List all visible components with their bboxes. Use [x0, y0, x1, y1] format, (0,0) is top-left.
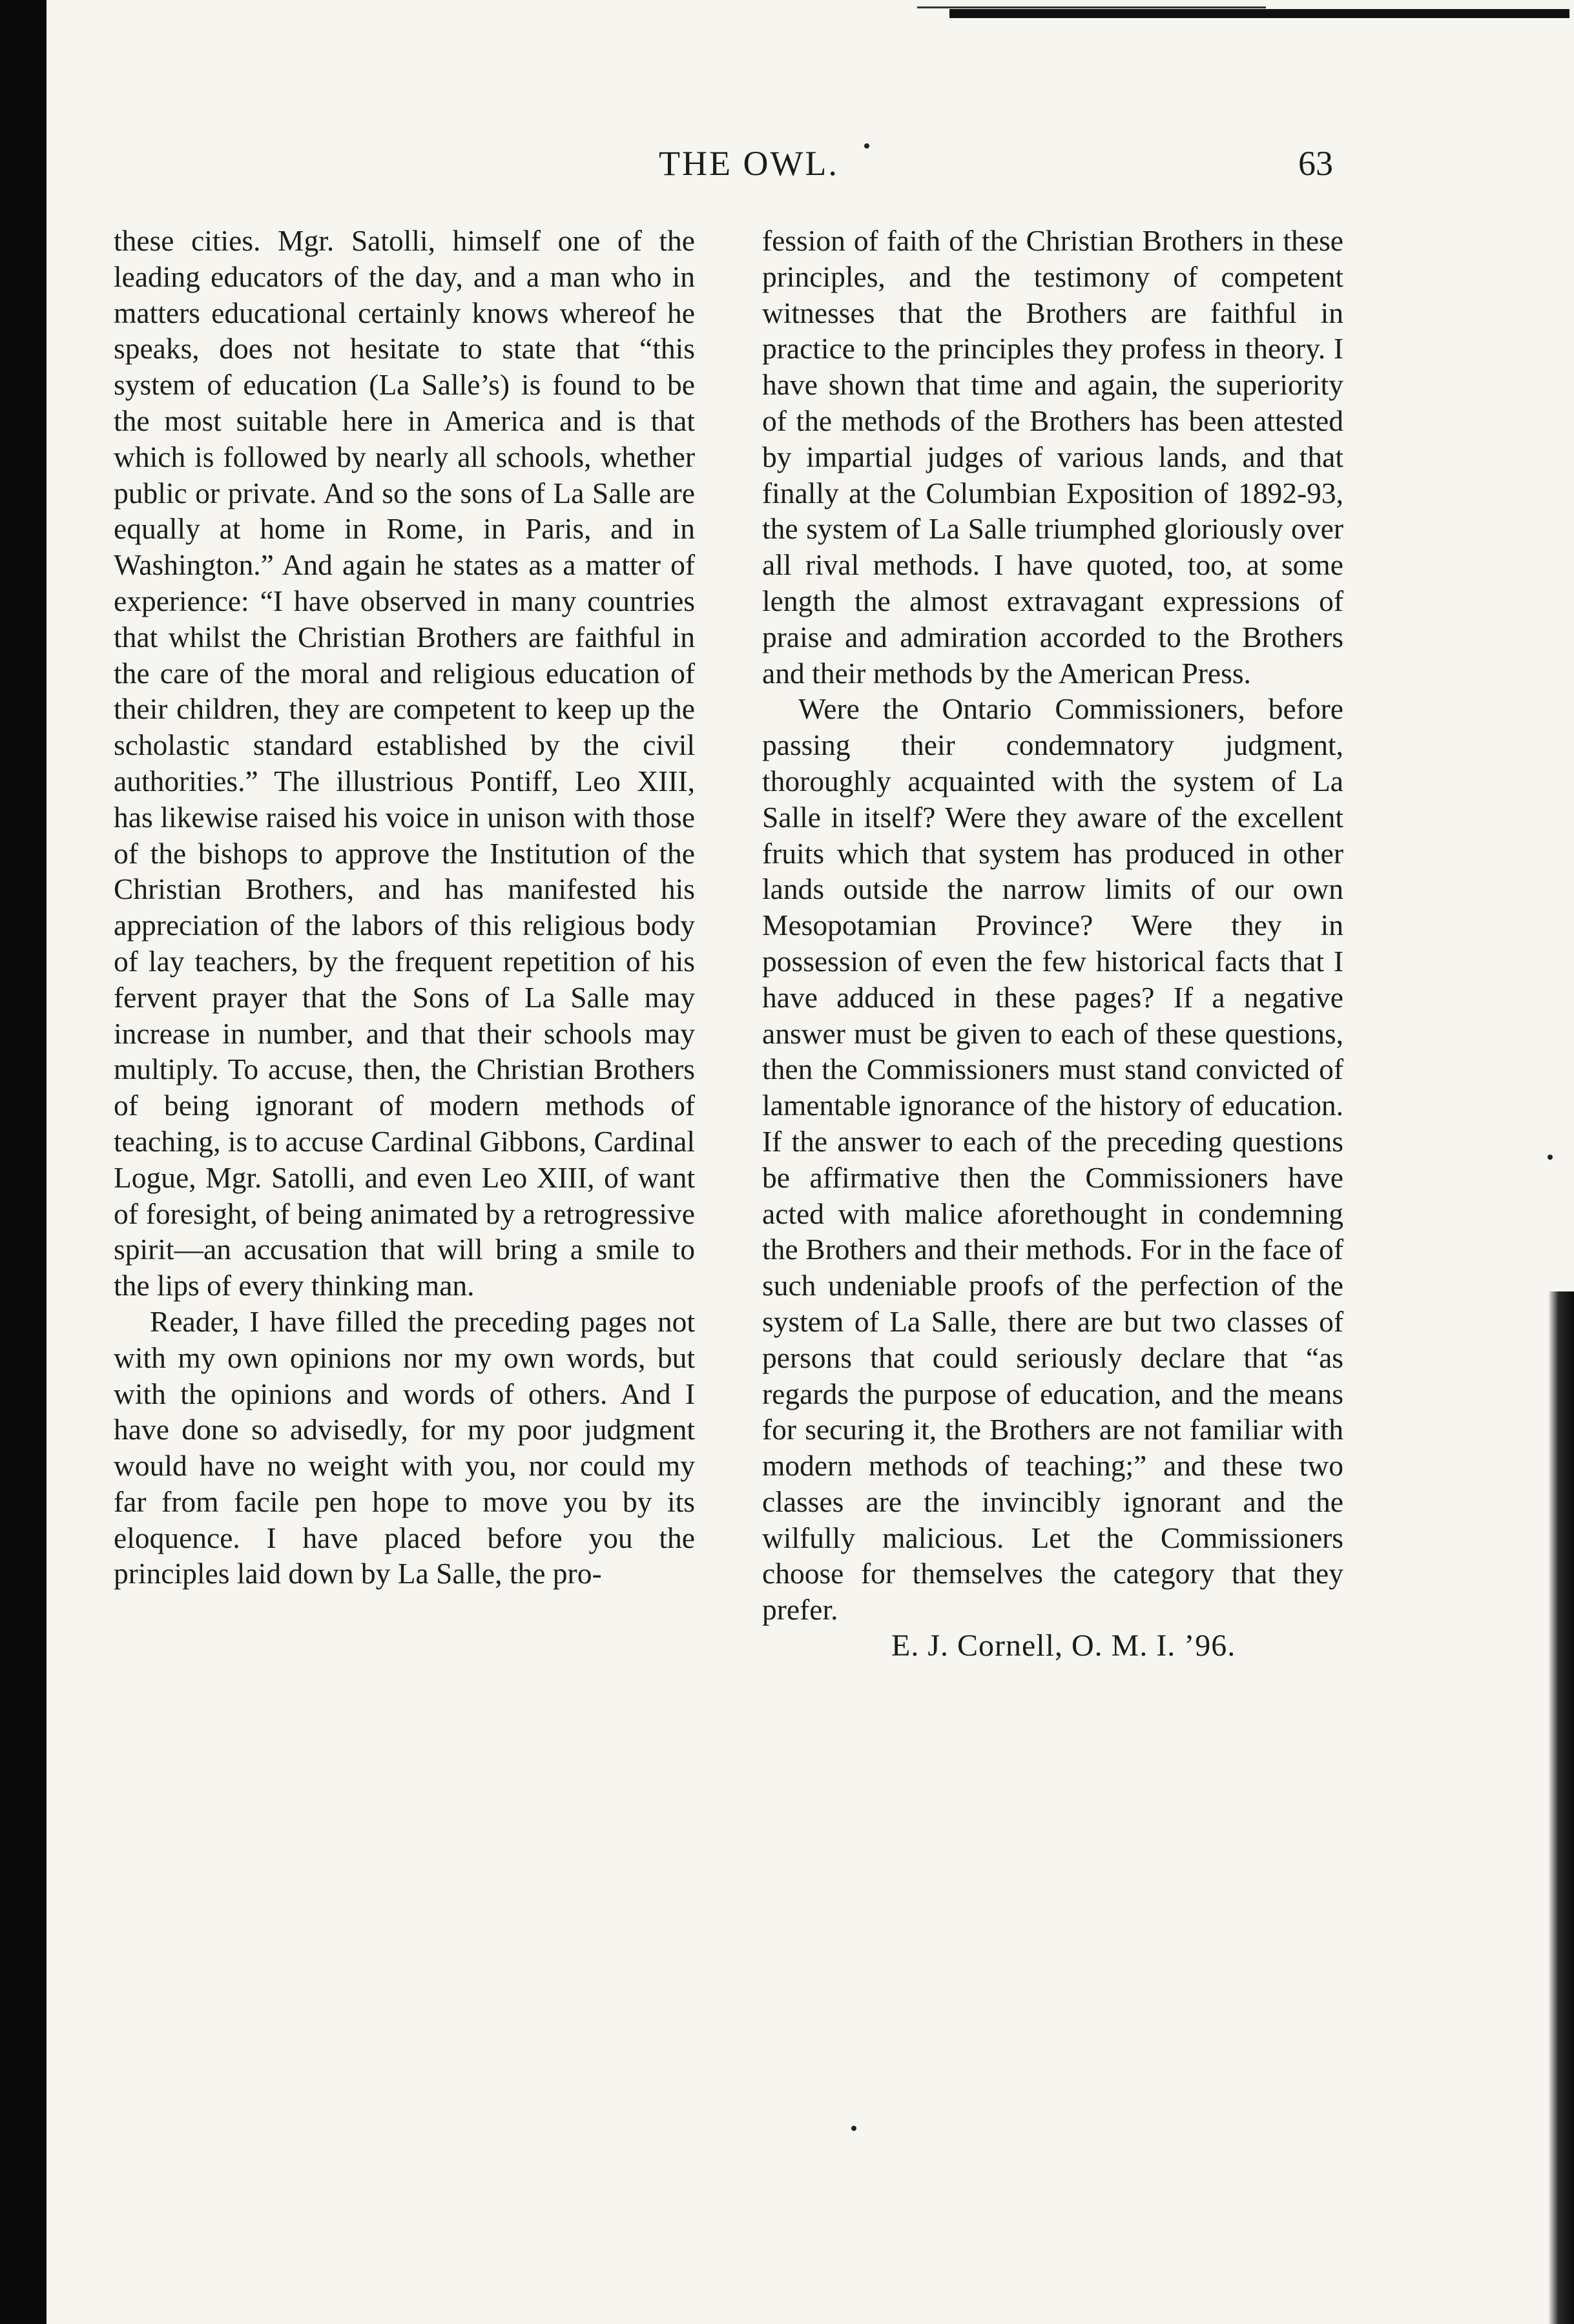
- scan-speck: [1548, 1155, 1553, 1160]
- scan-speck: [851, 2126, 856, 2131]
- scan-mark-top: [949, 9, 1569, 18]
- left-column: [114, 223, 695, 1592]
- scan-border-left: [0, 0, 47, 2324]
- author-signature: E. J. Cornell, O. M. I. ’96.: [891, 1629, 1236, 1663]
- left-paragraph-2: Reader, I have filled the preceding pages not with my own opinions nor my own words, but with the opinions and words of others. And I have done so advisedly, for my poor judgment would have no weight with you, nor could my far from facile pen hope to move you by its eloquence. I have placed before you the principles laid down by La Salle, the pro-: [114, 1304, 695, 1590]
- scan-border-right: [1548, 1291, 1574, 2324]
- right-column: [762, 223, 1343, 1664]
- right-paragraph-2: Were the Ontario Commissioners, before passing their condemnatory judgment, thoroughly acquainted with the system of La Salle in itself? Were they aware of the excellent fruits which that system has produced in other lands outside the narrow limits of our own Mesopotamian Province? Were they in possession of even the few historical facts that I have adduced in these pages? If a negative answer must be given to each of these questions, then the Commissioners must stand convicted of lamentable ignorance of the history of education. If the answer to each of the preceding questions be affirmative then the Commissioners have acted with malice aforethought in condemning the Brothers and their methods. For in the face of such undeniable proofs of the perfection of the system of La Salle, there are but two classes of persons that could seriously declare that “as regards the purpose of education, and the means for securing it, the Brothers are not familiar with modern methods of teaching;” and these two classes are the invincibly ignorant and the wilfully malicious. Let the Commissioners choose for themselves the category that they prefer.: [762, 692, 1343, 1627]
- left-paragraph-1: these cities. Mgr. Satolli, himself one of the leading educators of the day, and a man who in matters educational certainly knows whereof he speaks, does not hesitate to state that “this system of education (La Salle’s) is found to be the most suitable here in America and is that which is followed by nearly all schools, whether public or private. And so the sons of La Salle are equally at home in Rome, in Paris, and in Washington.” And again he states as a matter of experience: “I have observed in many countries that whilst the Christian Brothers are faithful in the care of the moral and religious education of their children, they are competent to keep up the scholastic standard established by the civil authorities.” The illustrious Pontiff, Leo XIII, has likewise raised his voice in unison with those of the bishops to approve the Institution of the Christian Brothers, and has manifested his appreciation of the labors of this religious body of lay teachers, by the frequent repetition of his fervent prayer that the Sons of La Salle may increase in number, and that their schools may multiply. To accuse, then, the Christian Brothers of being ignorant of modern methods of teaching, is to accuse Cardinal Gibbons, Cardinal Logue, Mgr. Satolli, and even Leo XIII, of want of foresight, of being animated by a retrogressive spirit—an accusation that will bring a smile to the lips of every thinking man.: [114, 224, 695, 1302]
- right-paragraph-1: fession of faith of the Christian Brothers in these principles, and the testimony of competent witnesses that the Brothers are faithful in practice to the principles they profess in theory. I have shown that time and again, the superiority of the methods of the Brothers has been attested by impartial judges of various lands, and that finally at the Columbian Exposition of 1892-93, the system of La Salle triumphed gloriously over all rival methods. I have quoted, too, at some length the almost extravagant expressions of praise and admiration accorded to the Brothers and their methods by the American Press.: [762, 224, 1343, 690]
- scan-speck: [864, 143, 869, 149]
- running-title: THE OWL.: [659, 144, 839, 183]
- page-number: 63: [1298, 144, 1333, 183]
- scan-mark-top-thin: [917, 6, 1266, 8]
